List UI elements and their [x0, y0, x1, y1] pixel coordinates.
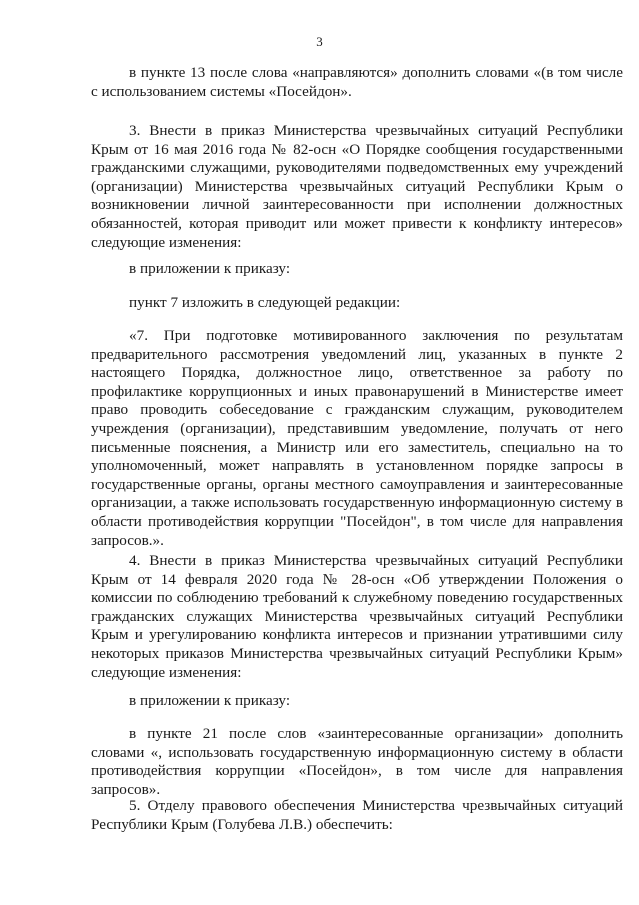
paragraph-appendix-ref-2: в приложении к приказу: — [129, 692, 291, 709]
paragraph-appendix-ref-1: в приложении к приказу: — [129, 260, 291, 277]
paragraph-item-7-intro: пункт 7 изложить в следующей редакции: — [129, 294, 401, 311]
paragraph-item-13-amendment: в пункте 13 после слова «направляются» дополнить словами «(в том числе с использованием системы «Посейдон». — [91, 64, 623, 100]
paragraph-item-7-text: «7. При подготовке мотивированного заключения по результатам предварительного рассмотрения уведомлений лиц, указанных в пункте 2 настоящего Порядка, должностное лицо, ответственное за работу по профилактике коррупционных и иных правонарушений в Министерстве имеет право проводить собеседование с гражданским служащим, руководителем учреждения (организации), представившим уведомление, получать от него письменные пояснения, а Министр или его заместитель, специально на то уполномоченный, может направлять в установленном порядке запросы в государственные органы, органы местного самоуправления и заинтересованные организации, а также использовать государственную информационную систему в области противодействия коррупции "Посейдон", в том числе для направления запросов.». — [91, 327, 623, 549]
paragraph-section-4: 4. Внести в приказ Министерства чрезвычайных ситуаций Республики Крым от 14 февраля 2020 года № 28-осн «Об утверждении Положения о комиссии по соблюдению требований к служебному поведению государственных гражданских служащих Министерства чрезвычайных ситуаций Республики Крым и урегулированию конфликта интересов и признании утратившими силу некоторых приказов Министерства чрезвычайных ситуаций Республики Крым» следующие изменения: — [91, 552, 623, 681]
paragraph-section-5: 5. Отделу правового обеспечения Министерства чрезвычайных ситуаций Республики Крым (Голубева Л.В.) обеспечить: — [91, 797, 623, 833]
paragraph-section-3: 3. Внести в приказ Министерства чрезвычайных ситуаций Республики Крым от 16 мая 2016 года № 82-осн «О Порядке сообщения государственными гражданскими служащими, руководителями подведомственных ему учреждений (организации) Министерства чрезвычайных ситуаций Республики Крым о возникновении личной заинтересованности при исполнении должностных обязанностей, которая приводит или может привести к конфликту интересов» следующие изменения: — [91, 122, 623, 251]
paragraph-item-21-amendment: в пункте 21 после слов «заинтересованные организации» дополнить словами «, использовать государственную информационную систему в области противодействия коррупции «Посейдон», в том числе для направления запросов». — [91, 725, 623, 798]
page-number: 3 — [316, 34, 323, 49]
